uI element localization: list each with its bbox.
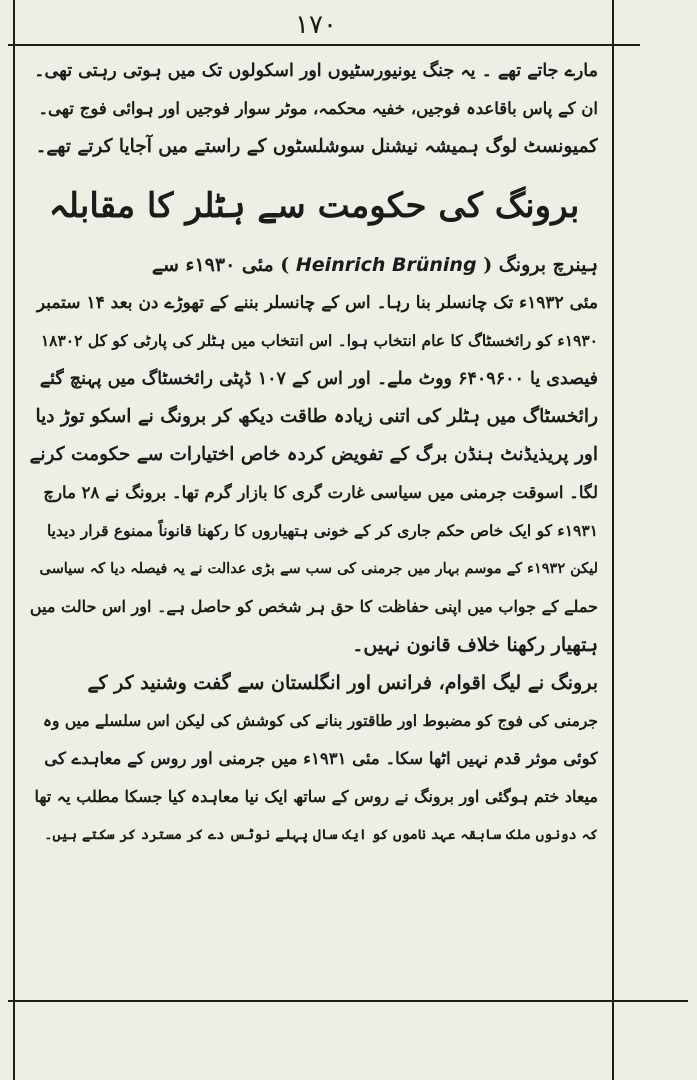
- intro-line: مارے جاتے تھے ۔ یہ جنگ یونیورسٹیوں اور اسکولوں تک میں ہوتی رہتی تھی۔: [34, 61, 598, 81]
- body-line: ہتھیار رکھنا خلاف قانون نہیں۔: [352, 634, 598, 656]
- right-margin-rule: [612, 0, 614, 1080]
- body-line: مئی ۱۹۳۲ء تک چانسلر بنا رہا۔ اس کے چانسلر بننے کے تھوڑے دن بعد ۱۴ ستمبر: [36, 293, 598, 313]
- left-margin-rule: [13, 0, 15, 1080]
- top-rule: [8, 44, 640, 46]
- first-line-urdu-end: ) مئی ۱۹۳۰ء سے: [151, 254, 290, 276]
- body-line: ۱۹۳۰ء کو رائخسٹاگ کا عام انتخاب ہوا۔ اس انتخاب میں ہٹلر کی پارٹی کو کل ۱۸۳۰۲: [40, 331, 598, 350]
- latin-name: Heinrich Brüning: [295, 254, 477, 276]
- body-line: اور پریذیڈنٹ ہنڈن برگ کے تفویض کردہ خاص اختیارات سے حکومت کرنے: [30, 444, 598, 465]
- body-line: برونگ نے لیگ اقوام، فرانس اور انگلستان سے گفت وشنید کر کے: [87, 672, 598, 694]
- body-line: ۱۹۳۱ء کو ایک خاص حکم جاری کر کے خونی ہتھیاروں کا رکھنا قانوناً ممنوع قرار دیدیا: [46, 521, 598, 540]
- page-text: [30, 52, 598, 854]
- body-line: جرمنی کی فوج کو مضبوط اور طاقتور بنانے کی کوشش کی لیکن اس سلسلے میں وہ: [42, 711, 598, 730]
- body-line: کہ دونوں ملک سابقہ عہد ناموں کو ایک سال پہلے نوٹس دے کر مسترد کر سکتے ہیں۔: [44, 827, 598, 843]
- body-line: رائخسٹاگ میں ہٹلر کی اتنی زیادہ طاقت دیکھ کر برونگ نے اسکو توڑ دیا: [35, 406, 598, 427]
- body-line: کوئی موثر قدم نہیں اٹھا سکا۔ مئی ۱۹۳۱ء میں جرمنی اور روس کے معاہدے کی: [44, 749, 598, 768]
- body-line: حملے کے جواب میں اپنی حفاظت کا حق ہر شخص کو حاصل ہے۔ اور اس حالت میں: [30, 597, 598, 616]
- intro-line: کمیونسٹ لوگ ہمیشہ نیشنل سوشلسٹوں کے راستے میں آجایا کرتے تھے۔: [35, 136, 598, 157]
- body-line: میعاد ختم ہوگئی اور برونگ نے روس کے ساتھ ایک نیا معاہدہ کیا جسکا مطلب یہ تھا: [34, 787, 598, 806]
- body-line: لگا۔ اسوقت جرمنی میں سیاسی غارت گری کا بازار گرم تھا۔ برونگ نے ۲۸ مارچ: [43, 483, 598, 502]
- body-line: فیصدی یا ۶۴۰۹۶۰۰ ووٹ ملے۔ اور اس کے ۱۰۷ ڈپٹی رائخسٹاگ میں پہنچ گئے: [39, 369, 598, 389]
- bottom-rule: [8, 1000, 688, 1002]
- first-line-urdu-start: ہینرچ برونگ (: [483, 254, 598, 276]
- body-line: لیکن ۱۹۳۲ء کے موسم بہار میں جرمنی کی سب سے بڑی عدالت نے یہ فیصلہ دیا کہ سیاسی: [39, 560, 598, 577]
- section-heading: برونگ کی حکومت سے ہٹلر کا مقابلہ: [48, 186, 580, 226]
- intro-line: ان کے پاس باقاعدہ فوجیں، خفیہ محکمہ، موٹر سوار فوجیں اور ہوائی فوج تھی۔: [38, 99, 598, 118]
- body-line-first: [30, 246, 598, 284]
- page-number: ۱۷۰: [295, 10, 337, 40]
